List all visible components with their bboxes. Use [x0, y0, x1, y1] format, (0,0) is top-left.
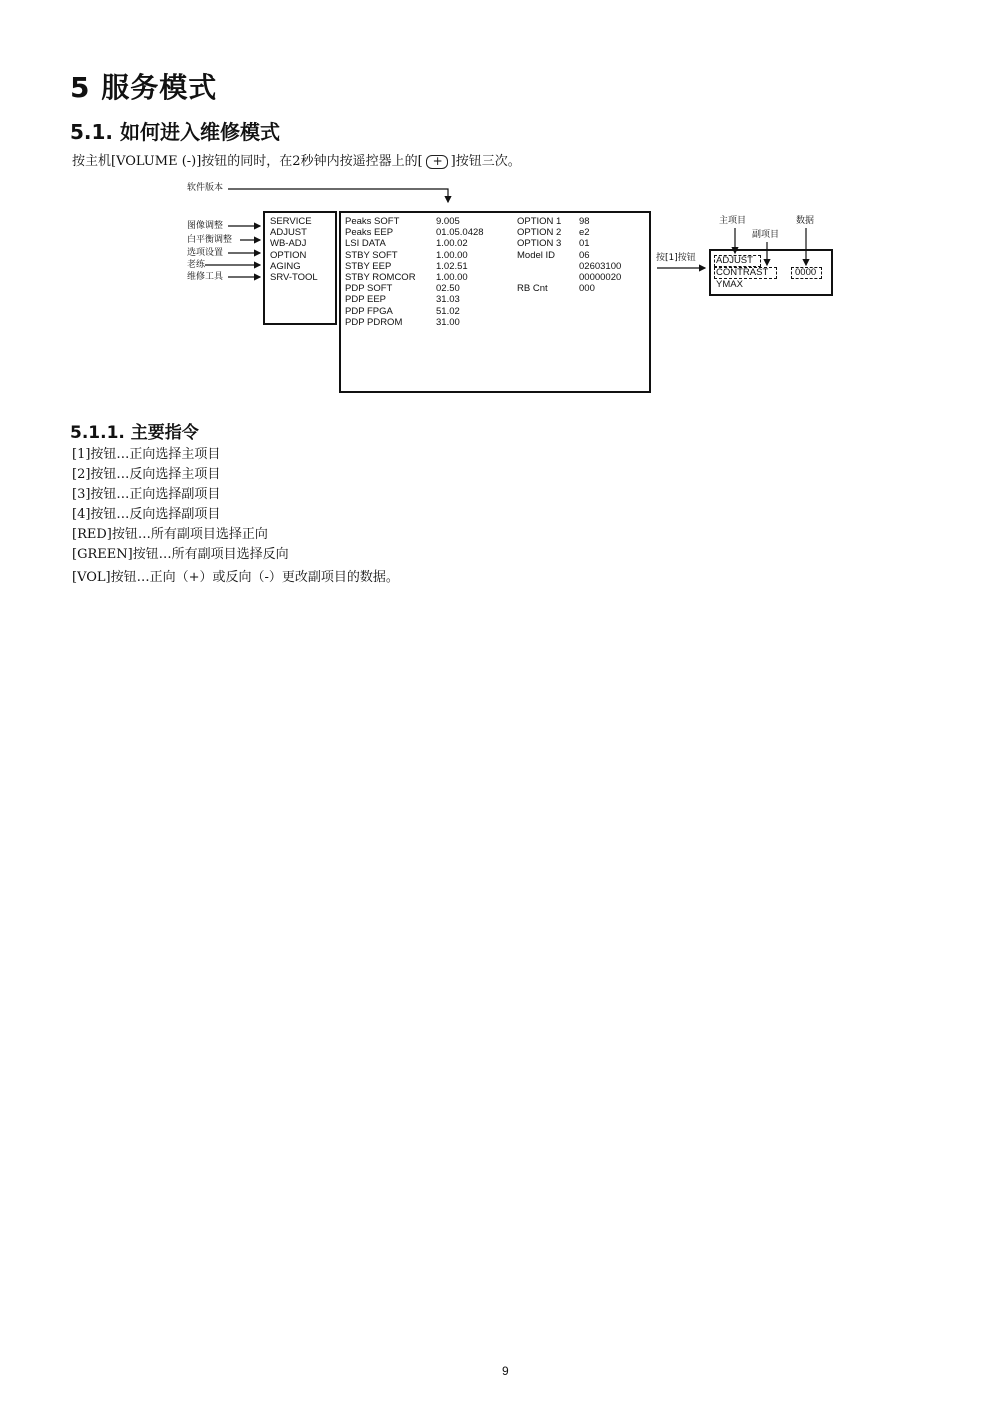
info-value: 9.005: [436, 216, 460, 227]
menu-item: WB-ADJ: [270, 238, 307, 250]
info-col-names: [345, 216, 416, 328]
info-value: 51.02: [436, 305, 460, 317]
version-info-box: [339, 211, 651, 393]
menu-item: AGING: [270, 260, 301, 272]
command-line: [GREEN]按钮…所有副项目选择反向: [72, 547, 289, 562]
software-version-label: 软件版本: [187, 183, 224, 193]
data-label: 数据: [796, 216, 815, 226]
info-name: Peaks EEP: [345, 227, 394, 239]
option-name: [517, 272, 561, 283]
info-value: 31.03: [436, 294, 460, 306]
adjust-value-text: 0000: [795, 267, 817, 278]
main-item-label: 主项目: [719, 216, 747, 226]
remote-plus-button-icon: +: [426, 155, 448, 169]
info-col-values: [436, 216, 484, 328]
info-value: 1.02.51: [436, 260, 468, 272]
info-name: Peaks SOFT: [345, 216, 400, 227]
intro-after: ]按钮三次。: [450, 154, 521, 169]
info-value: 02.50: [436, 283, 460, 295]
info-value: 1.00.00: [436, 272, 468, 284]
chapter-title: 5 服务模式: [70, 71, 218, 104]
info-name: STBY SOFT: [345, 249, 398, 261]
menu-item: SERVICE: [270, 216, 312, 227]
info-name: LSI DATA: [345, 238, 386, 250]
label-service-tool: 维修工具: [187, 272, 224, 282]
intro-before: 按主机[VOLUME (-)]按钮的同时，在2秒钟内按遥控器上的[: [72, 154, 423, 169]
menu-item: ADJUST: [270, 227, 307, 239]
subsection-title: 5.1.1. 主要指令: [70, 423, 199, 443]
command-line: [3]按钮…正向选择副项目: [72, 487, 221, 502]
option-name: Model ID: [517, 249, 556, 261]
option-value: 00000020: [579, 272, 622, 284]
service-menu-box: [263, 211, 337, 325]
option-name: [517, 261, 561, 272]
label-white-balance: 白平衡调整: [187, 235, 233, 245]
info-name: PDP EEP: [345, 294, 387, 306]
info-value: 1.00.00: [436, 249, 468, 261]
adjust-next-text: YMAX: [716, 279, 743, 290]
option-name: OPTION 2: [517, 227, 562, 239]
adjust-sub-text: CONTRAST: [716, 267, 769, 278]
option-value: e2: [579, 227, 590, 239]
info-name: PDP PDROM: [345, 316, 403, 328]
adjust-main-text: ADJUST: [716, 255, 753, 266]
label-aging: 老练: [187, 260, 206, 270]
info-name: STBY EEP: [345, 260, 392, 272]
info-name: PDP FPGA: [345, 305, 393, 317]
option-col-values: [579, 216, 621, 294]
command-line: [4]按钮…反向选择副项目: [72, 507, 221, 522]
section-title: 5.1. 如何进入维修模式: [70, 120, 280, 144]
option-value: 98: [579, 216, 590, 227]
info-name: STBY ROMCOR: [345, 272, 416, 284]
menu-list: [270, 216, 318, 283]
info-name: PDP SOFT: [345, 283, 393, 295]
label-picture-adjust: 图像调整: [187, 221, 224, 231]
info-value: 01.05.0428: [436, 227, 484, 239]
option-col-names: [517, 216, 561, 294]
label-option-setting: 选项设置: [187, 248, 224, 258]
menu-item: SRV-TOOL: [270, 272, 318, 284]
info-value: 1.00.02: [436, 238, 468, 250]
command-line: [RED]按钮…所有副项目选择正向: [72, 527, 268, 542]
option-value: 06: [579, 249, 590, 261]
adjust-screen-box: [709, 249, 833, 296]
menu-item: OPTION: [270, 249, 307, 261]
option-name: OPTION 3: [517, 238, 562, 250]
page-number: 9: [502, 1364, 509, 1378]
option-name: OPTION 1: [517, 216, 562, 227]
command-line: [1]按钮…正向选择主项目: [72, 447, 221, 462]
option-name: RB Cnt: [517, 283, 548, 295]
sub-item-label: 副项目: [752, 230, 780, 240]
info-value: 31.00: [436, 316, 460, 328]
option-value: 01: [579, 238, 590, 250]
command-line: [VOL]按钮…正向（+）或反向（-）更改副项目的数据。: [72, 570, 399, 585]
press-1-label: 按[1]按钮: [656, 253, 696, 263]
option-value: 02603100: [579, 260, 622, 272]
command-line: [2]按钮…反向选择主项目: [72, 467, 221, 482]
option-value: 000: [579, 283, 595, 295]
